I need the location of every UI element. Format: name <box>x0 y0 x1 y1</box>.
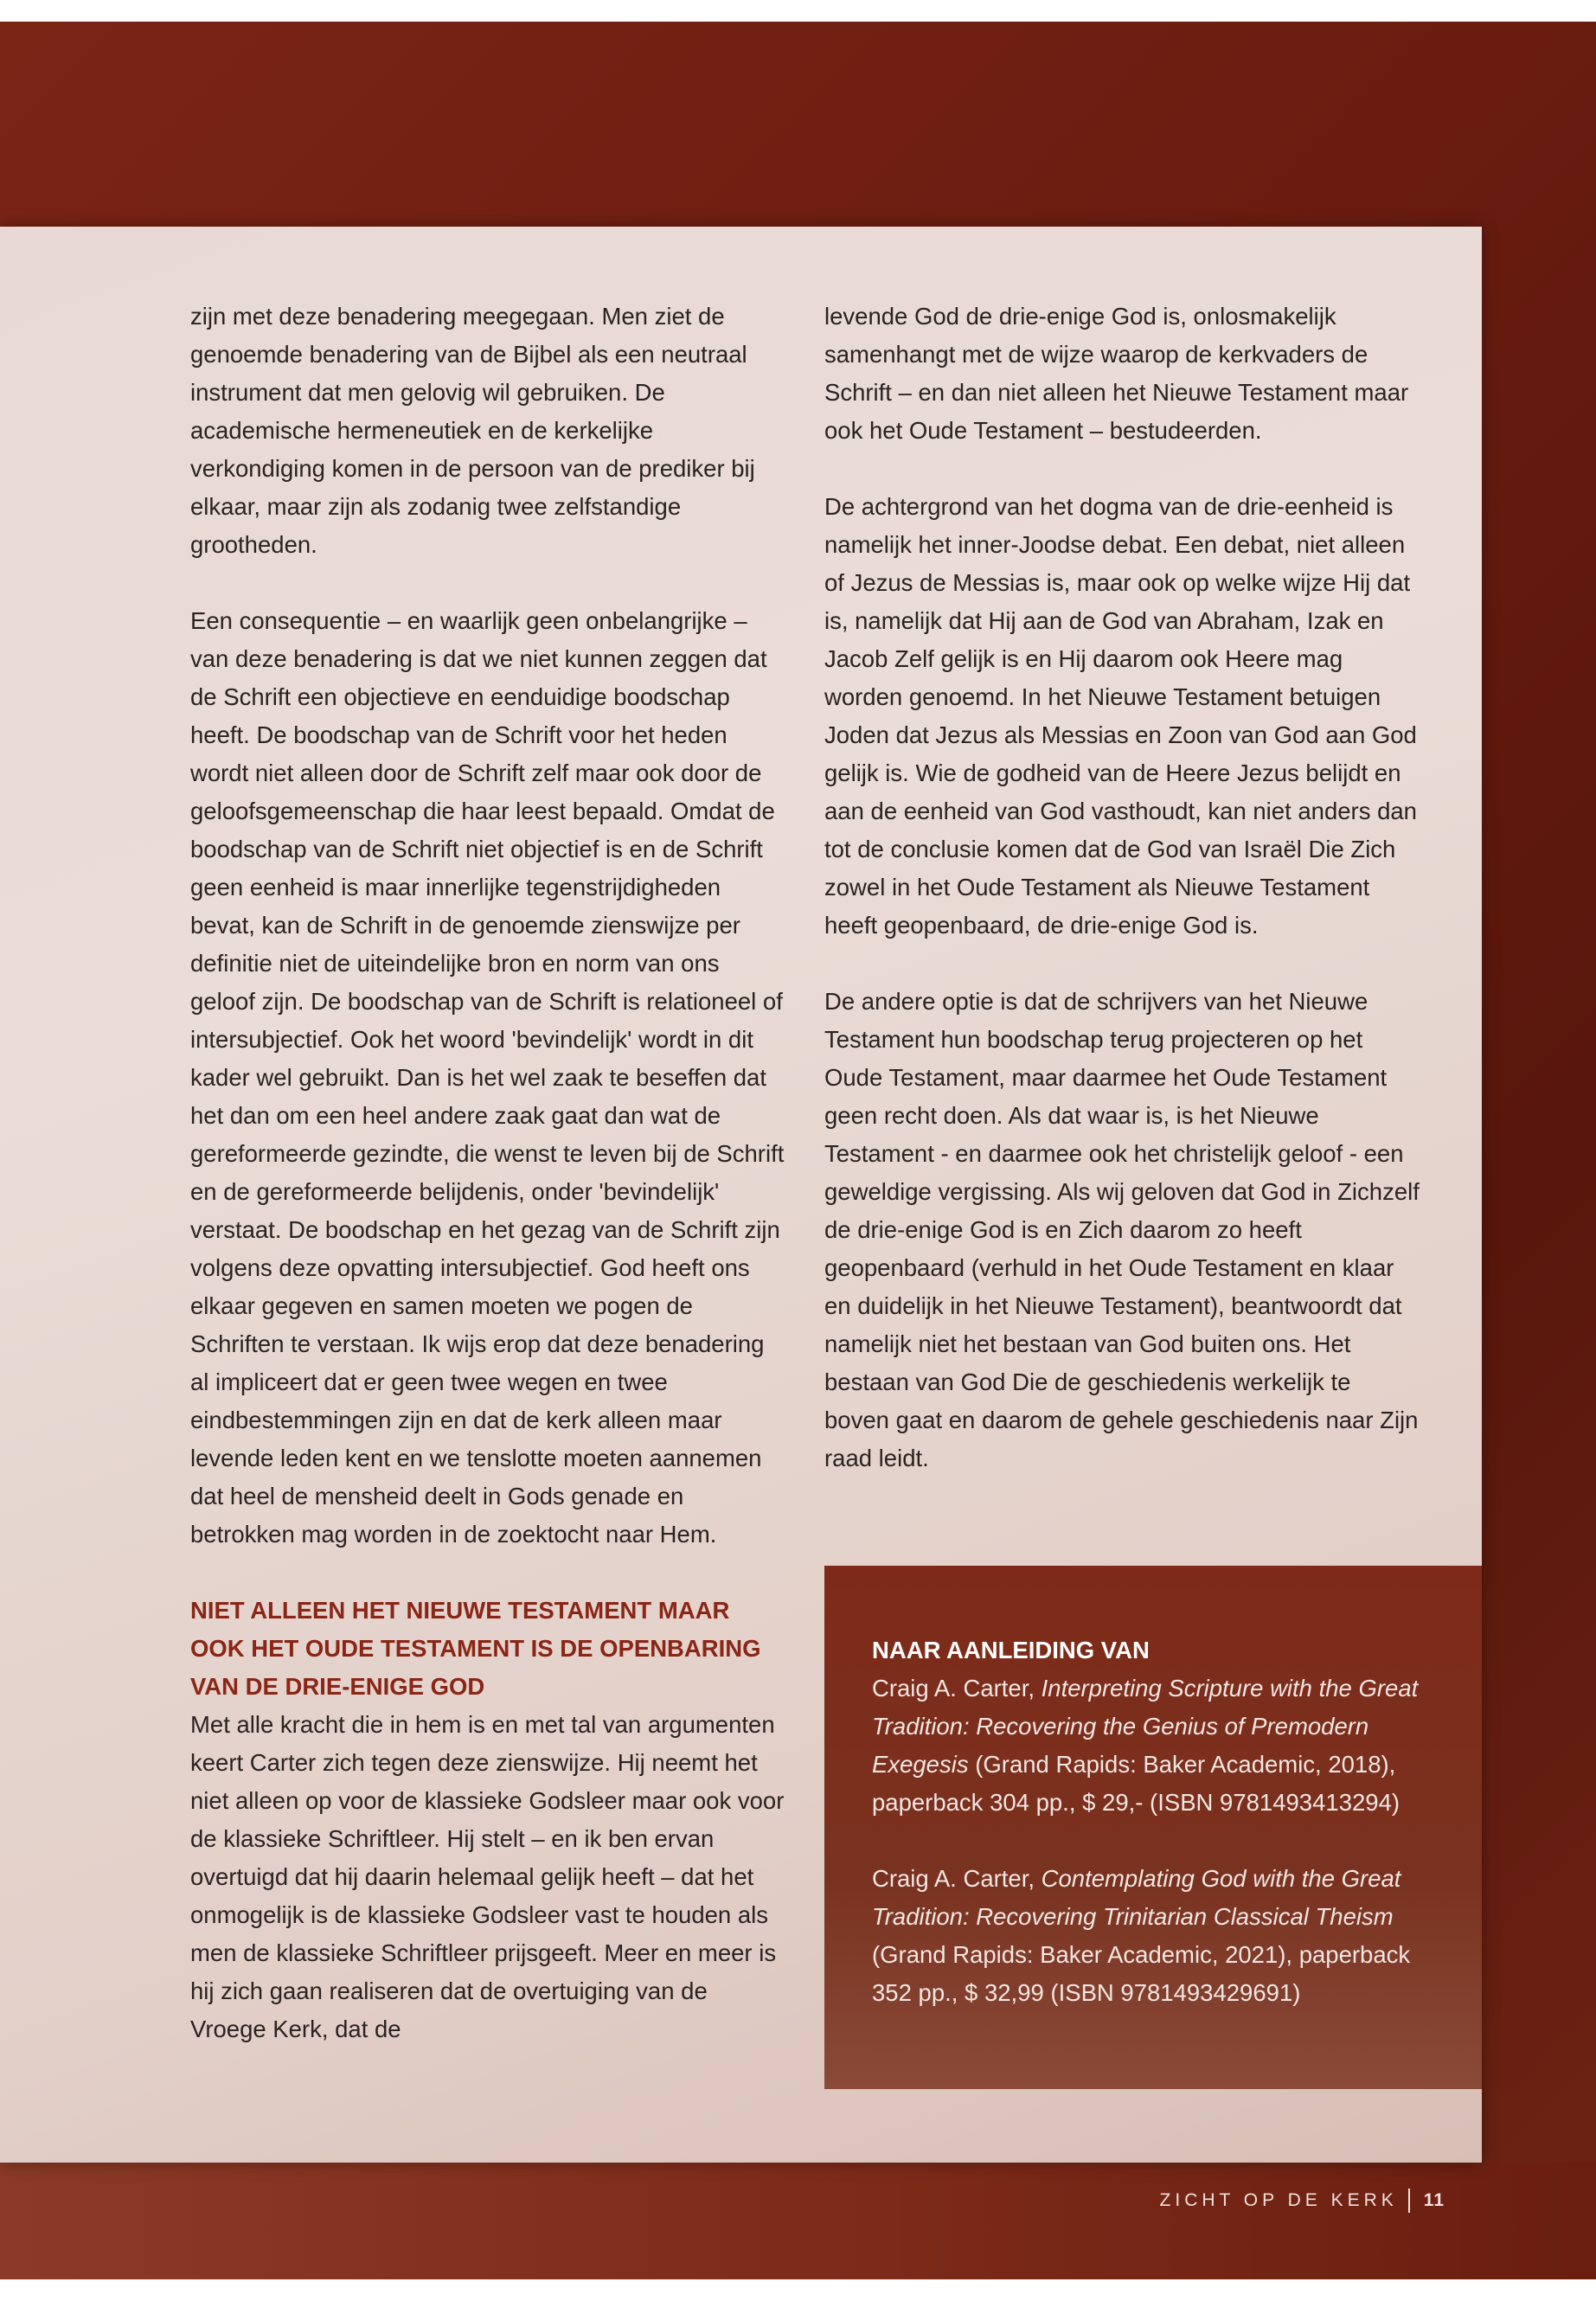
book-details: (Grand Rapids: Baker Academic, 2021), paperback 352 pp., $ 32,99 (ISBN 9781493429691) <box>872 1941 1411 2006</box>
section-heading-line: OOK HET OUDE TESTAMENT IS DE OPENBARING <box>190 1635 761 1662</box>
book-title: Interpreting Scripture with the Great Tradition: Recovering the Genius of Premodern Exegesis <box>872 1675 1419 1778</box>
footer-band <box>0 2163 1596 2279</box>
book-entry <box>872 1860 1447 2012</box>
paragraph: De andere optie is dat de schrijvers van het Nieuwe Testament hun boodschap terug projecteren op het Oude Testament, maar daarmee het Oude Testament geen recht doen. Als dat waar is, is het Nieuwe Testament - en daarmee ook het christelijk geloof - een geweldige vergissing. Als wij geloven dat God in Zichzelf de drie-enige God is en Zich daarom zo heeft geopenbaard (verhuld in het Oude Testament en klaar en duidelijk in het Nieuwe Testament), beantwoordt dat namelijk niet het bestaan van God buiten ons. Het bestaan van God Die de geschiedenis werkelijk te boven gaat en daarom de gehele geschiedenis naar Zijn raad leidt. <box>824 988 1420 1471</box>
magazine-name: ZICHT OP DE KERK <box>1159 2190 1398 2210</box>
paragraph: levende God de drie-enige God is, onlosmakelijk samenhangt met de wijze waarop de kerkvaders de Schrift – en dan niet alleen het Nieuwe Testament maar ook het Oude Testament – bestudeerden. <box>824 303 1409 444</box>
book-author: Craig A. Carter, <box>872 1675 1042 1702</box>
section-heading-line: VAN DE DRIE-ENIGE GOD <box>190 1673 485 1700</box>
page-number: 11 <box>1423 2190 1445 2210</box>
paragraph: zijn met deze benadering meegegaan. Men ziet de genoemde benadering van de Bijbel als een neutraal instrument dat men gelovig wil gebruiken. De academische hermeneutiek en de kerkelijke verkondiging komen in de persoon van de prediker bij elkaar, maar zijn als zodanig twee zelfstandige grootheden. <box>190 303 755 558</box>
page-footer <box>1160 2185 1445 2216</box>
book-author: Craig A. Carter, <box>872 1865 1042 1892</box>
footer-divider <box>1408 2189 1410 2213</box>
paragraph: Een consequentie – en waarlijk geen onbelangrijke – van deze benadering is dat we niet kunnen zeggen dat de Schrift een objectieve en eenduidige boodschap heeft. De boodschap van de Schrift voor het heden wordt niet alleen door de Schrift zelf maar ook door de geloofsgemeenschap die haar leest bepaald. Omdat de boodschap van de Schrift niet objectief is en de Schrift geen eenheid is maar innerlijke tegenstrijdigheden bevat, kan de Schrift in de genoemde zienswijze per definitie niet de uiteindelijke bron en norm van ons geloof zijn. De boodschap van de Schrift is relationeel of intersubjectief. Ook het woord 'bevindelijk' wordt in dit kader wel gebruikt. Dan is het wel zaak te beseffen dat het dan om een heel andere zaak gaat dan wat de gereformeerde gezindte, die wenst te leven bij de Schrift en de gereformeerde belijdenis, onder 'bevindelijk' verstaat. De boodschap en het gezag van de Schrift zijn volgens deze opvatting intersubjectief. God heeft ons elkaar gegeven en samen moeten we pogen de Schriften te verstaan. Ik wijs erop dat deze benadering al impliceert dat er geen twee wegen en twee eindbestemmingen zijn en dat de kerk alleen maar levende leden kent en we tenslotte moeten aannemen dat heel de mensheid deelt in Gods genade en betrokken mag worden in de zoektocht naar Hem. <box>190 607 785 1548</box>
book-title: Contemplating God with the Great Tradition: Recovering Trinitarian Classical Theism <box>872 1865 1401 1930</box>
right-column <box>824 298 1421 1516</box>
left-column <box>190 298 787 2086</box>
section-heading <box>190 1592 787 1706</box>
book-details: (Grand Rapids: Baker Academic, 2018), paperback 304 pp., $ 29,- (ISBN 9781493413294) <box>872 1751 1401 1816</box>
section-heading-line: NIET ALLEEN HET NIEUWE TESTAMENT MAAR <box>190 1597 730 1624</box>
paragraph: Met alle kracht die in hem is en met tal van argumenten keert Carter zich tegen deze zienswijze. Hij neemt het niet alleen op voor de klassieke Godsleer maar ook voor de klassieke Schriftleer. Hij stelt – en ik ben ervan overtuigd dat hij daarin helemaal gelijk heeft – dat het onmogelijk is de klassieke Godsleer vast te houden als men de klassieke Schriftleer prijsgeeft. Meer en meer is hij zich gaan realiseren dat de overtuiging van de Vroege Kerk, dat de <box>190 1711 785 2042</box>
book-info-box <box>824 1566 1482 2089</box>
book-entry <box>872 1670 1447 1822</box>
paragraph: De achtergrond van het dogma van de drie-eenheid is namelijk het inner-Joodse debat. Een debat, niet alleen of Jezus de Messias is, maar ook op welke wijze Hij dat is, namelijk dat Hij aan de God van Abraham, Izak en Jacob Zelf gelijk is en Hij daarom ook Heere mag worden genoemd. In het Nieuwe Testament betuigen Joden dat Jezus als Messias en Zoon van God aan God gelijk is. Wie de godheid van de Heere Jezus belijdt en aan de eenheid van God vasthoudt, kan niet anders dan tot de conclusie komen dat de God van Israël Die Zich zowel in het Oude Testament als Nieuwe Testament heeft geopenbaard, de drie-enige God is. <box>824 493 1417 939</box>
info-box-title: NAAR AANLEIDING VAN <box>872 1637 1150 1663</box>
